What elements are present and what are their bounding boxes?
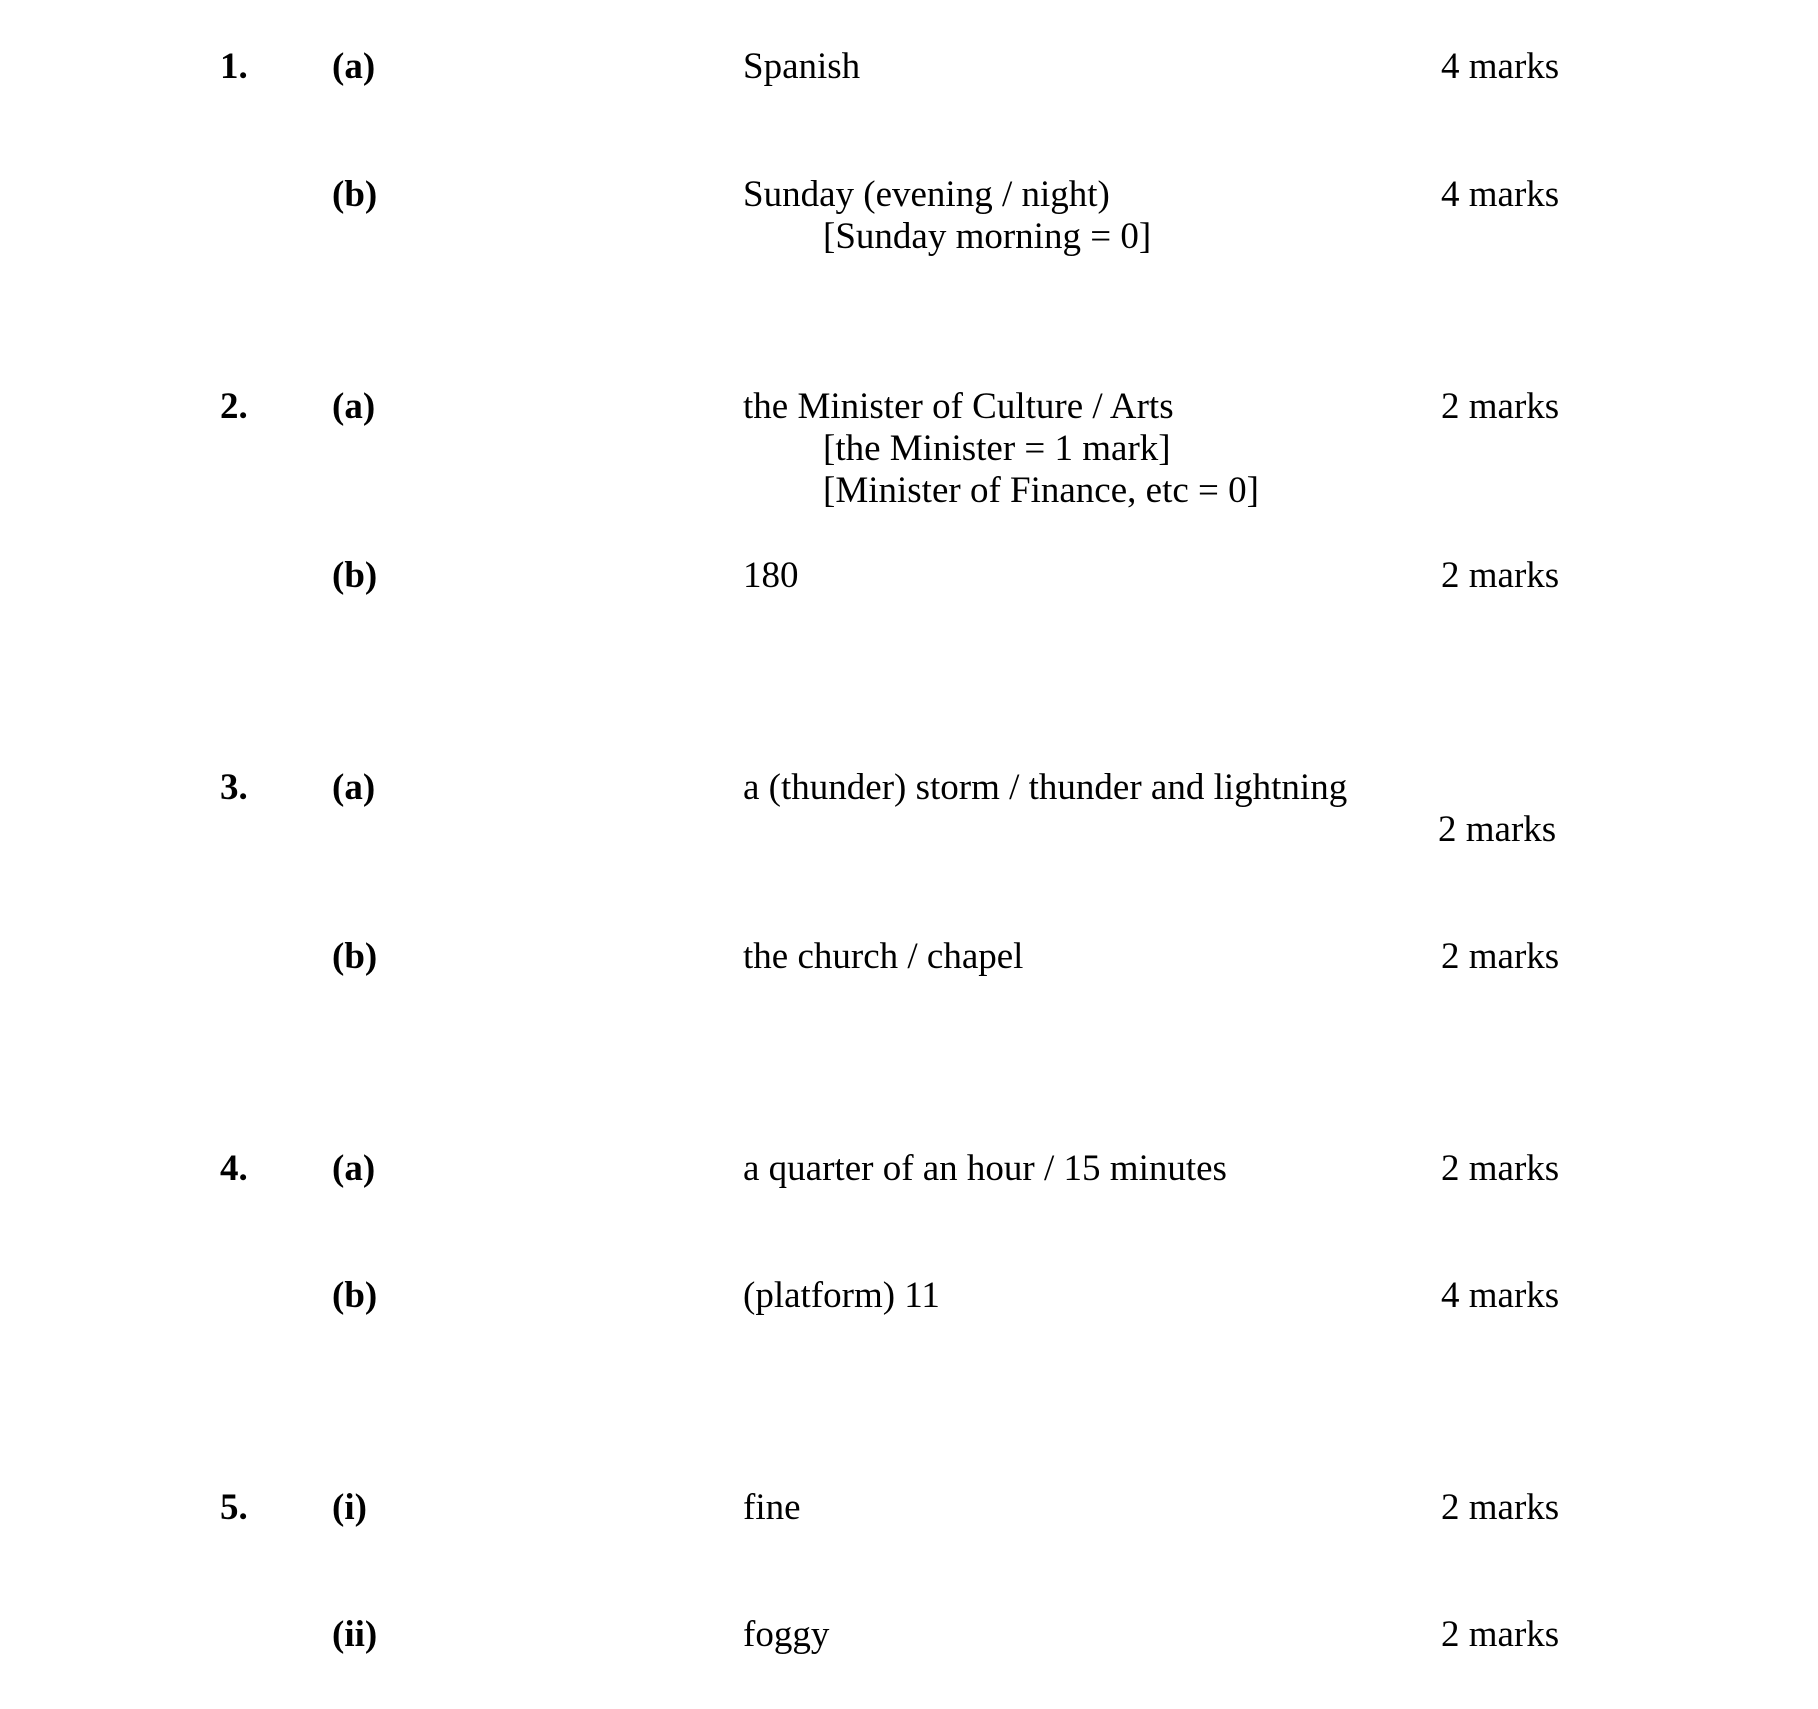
marks-value: 2 marks xyxy=(1441,555,1560,596)
part-label: (a) xyxy=(332,46,376,87)
marks-value: 2 marks xyxy=(1441,1487,1560,1528)
part-label: (b) xyxy=(332,174,378,215)
marks-value: 2 marks xyxy=(1441,936,1560,977)
question-number: 3. xyxy=(220,767,248,808)
marks-value: 2 marks xyxy=(1441,386,1560,427)
marks-value: 4 marks xyxy=(1441,174,1560,215)
marks-value: 4 marks xyxy=(1441,46,1560,87)
answer-text: Spanish xyxy=(743,46,861,87)
part-label: (a) xyxy=(332,386,376,427)
part-label: (b) xyxy=(332,1275,378,1316)
answer-text: 180 xyxy=(743,555,799,596)
marks-value: 2 marks xyxy=(1441,1148,1560,1189)
question-number: 5. xyxy=(220,1487,248,1528)
part-label: (b) xyxy=(332,555,378,596)
marks-value: 4 marks xyxy=(1441,1275,1560,1316)
marks-value: 2 marks xyxy=(1438,809,1557,850)
answer-text: a quarter of an hour / 15 minutes xyxy=(743,1148,1227,1189)
answer-text: a (thunder) storm / thunder and lightning xyxy=(743,767,1348,808)
part-label: (ii) xyxy=(332,1614,378,1655)
question-number: 2. xyxy=(220,386,248,427)
answer-text: fine xyxy=(743,1487,801,1528)
answer-text: Sunday (evening / night) xyxy=(743,174,1110,215)
marks-value: 2 marks xyxy=(1441,1614,1560,1655)
marking-note: [Sunday morning = 0] xyxy=(823,216,1152,257)
answer-text: foggy xyxy=(743,1614,830,1655)
question-number: 1. xyxy=(220,46,248,87)
question-number: 4. xyxy=(220,1148,248,1189)
part-label: (b) xyxy=(332,936,378,977)
part-label: (i) xyxy=(332,1487,367,1528)
marking-note: [Minister of Finance, etc = 0] xyxy=(823,470,1259,511)
answer-text: (platform) 11 xyxy=(743,1275,940,1316)
part-label: (a) xyxy=(332,1148,376,1189)
answer-text: the church / chapel xyxy=(743,936,1024,977)
part-label: (a) xyxy=(332,767,376,808)
answer-text: the Minister of Culture / Arts xyxy=(743,386,1174,427)
marking-note: [the Minister = 1 mark] xyxy=(823,428,1171,469)
